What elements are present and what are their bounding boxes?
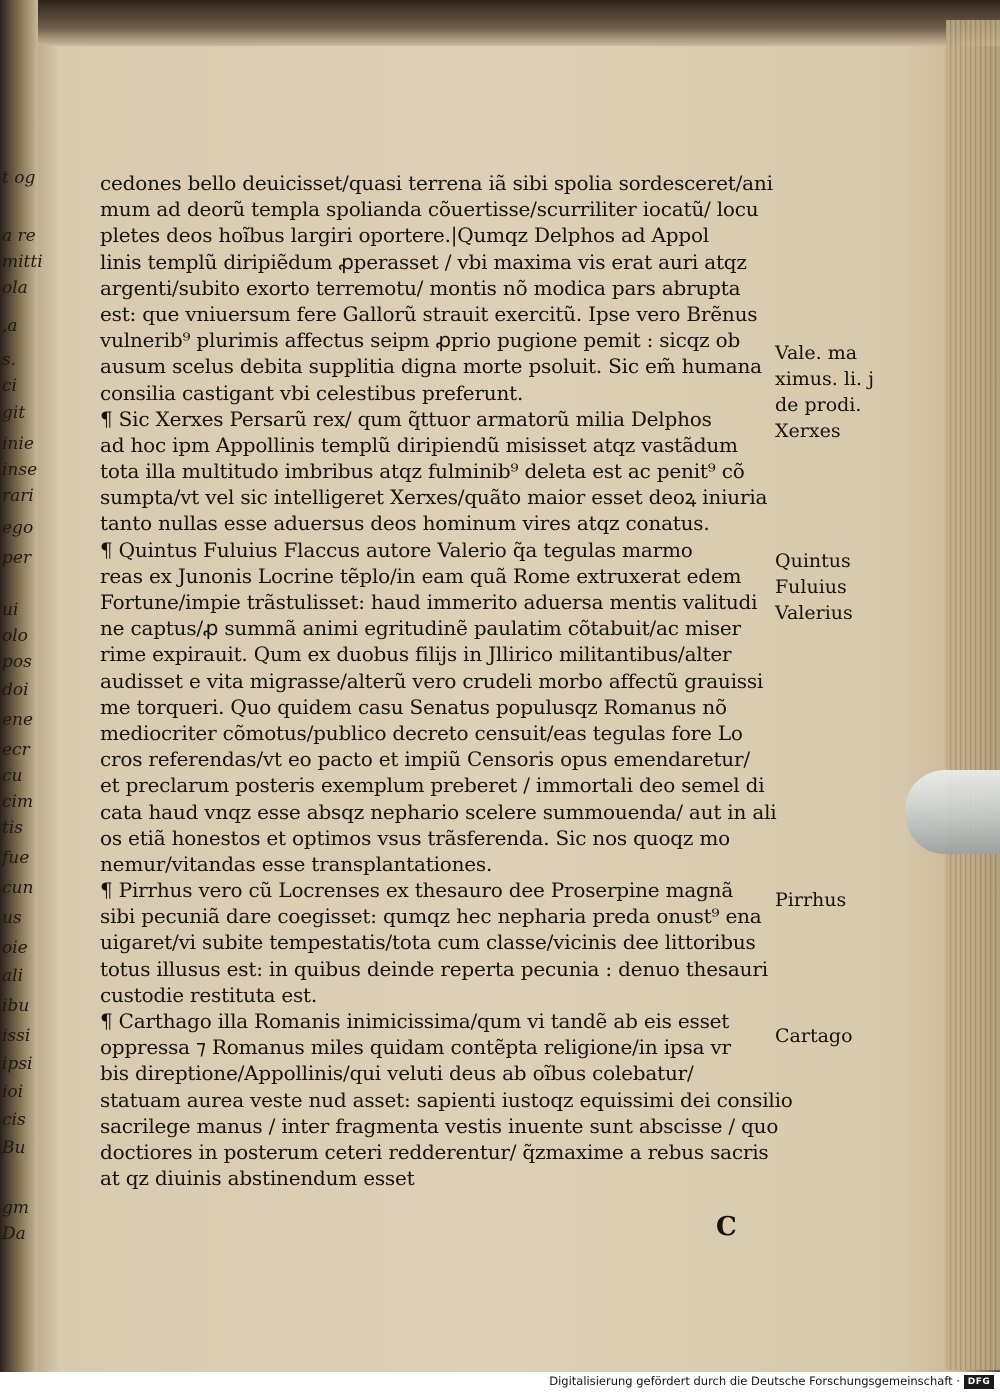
text-line: at qz diuinis abstinendum esset <box>100 1166 415 1191</box>
text-line: sibi pecuniã dare coegisset: qumqz hec nepharia preda onust⁹ ena <box>100 904 762 929</box>
page-fore-edge <box>946 20 1000 1370</box>
text-line: vulnerib⁹ plurimis affectus seipm ꝓprio pugione pemit : sicqz ob <box>100 328 741 353</box>
text-line: os etiã honestos et optimos vsus trãsferenda. Sic nos quoqz mo <box>100 825 730 850</box>
text-line: rime expirauit. Qum ex duobus filijs in Jllirico militantibus/alter <box>100 642 732 667</box>
margin-note-quintus <box>775 548 890 626</box>
text-line: custodie restituta est. <box>100 982 318 1007</box>
text-line: sacrilege manus / inter fragmenta vestis inuente sunt abscisse / quo <box>100 1113 779 1138</box>
margin-note-line: Fuluius <box>775 576 847 598</box>
text-line: mum ad deorũ templa spolianda cõuertisse/scurriliter iocatũ/ locu <box>100 197 759 222</box>
text-line: ¶ Pirrhus vero cũ Locrenses ex thesauro dee Proserpine magnã <box>100 878 734 903</box>
text-line: est: que vniuersum fere Gallorũ strauit exercitũ. Ipse vero Brẽnus <box>100 301 758 326</box>
text-line: ¶ Quintus Fuluius Flaccus autore Valerio q̃a tegulas marmo <box>100 537 693 562</box>
text-line: ad hoc ipm Appollinis templũ diripiendũ misisset atqz vastãdum <box>100 432 738 457</box>
text-line: ausum scelus debita supplitia digna morte psoluit. Sic em̃ humana <box>100 354 762 379</box>
text-line: doctiores in posterum ceteri redderentur/ q̃zmaxime a rebus sacris <box>100 1139 769 1164</box>
margin-note-line: Valerius <box>775 602 853 624</box>
text-line: pletes deos hoĩbus largiri oportere.|Qumqz Delphos ad Appol <box>100 223 709 248</box>
margin-note-xerxes: Xerxes <box>775 420 841 442</box>
dfg-logo: DFG <box>964 1375 994 1389</box>
digitization-footer <box>0 1372 1000 1392</box>
margin-note-line: Quintus <box>775 550 851 572</box>
text-line: bis direptione/Appollinis/qui veluti deus ab oĩbus colebatur/ <box>100 1061 694 1086</box>
text-line: statuam aurea veste nud asset: sapienti iustoqz equissimi dei consilio <box>100 1087 793 1112</box>
text-line: ¶ Carthago illa Romanis inimicissima/qum vi tandẽ ab eis esset <box>100 1009 730 1033</box>
text-line: cedones bello deuicisset/quasi terrena iã sibi spolia sordesceret/ani <box>100 171 773 195</box>
main-text-block <box>100 170 793 1191</box>
text-line: Fortune/impie trãstulisset: haud immerito aduersa mentis valitudi <box>100 590 758 614</box>
facing-page-fragment: t og a re mitti ola ,a s. ci git inie inse rari ego per ui olo pos doi ene ecr cu cim tis fue cun us oie ali ibu issi ipsi ioi cis Bu gm Da <box>0 0 38 1372</box>
margin-note-valerius <box>775 340 890 418</box>
text-line: reas ex Junonis Locrine tẽplo/in eam quã Rome extruxerat edem <box>100 563 742 588</box>
book-top-edge <box>0 0 1000 46</box>
text-line: tota illa multitudo imbribus atqz fulminib⁹ deleta est ac penit⁹ cõ <box>100 459 745 484</box>
text-line: cros referendas/vt eo pacto et impiũ Censoris opus emendaretur/ <box>100 747 750 772</box>
text-line: linis templũ diripiẽdum ꝓperasset / vbi maxima vis erat auri atqz <box>100 249 747 274</box>
text-line: et preclarum posteris exemplum preberet / immortali deo semel di <box>100 773 765 798</box>
text-line: cata haud vnqz esse absqz nephario scelere summouenda/ aut in ali <box>100 799 777 824</box>
text-line: uigaret/vi subite tempestatis/tota cum classe/vicinis dee littoribus <box>100 930 756 955</box>
text-line: consilia castigant vbi celestibus preferunt. <box>100 380 524 405</box>
margin-note-line: Vale. ma <box>775 342 858 364</box>
text-line: sumpta/vt vel sic intelligeret Xerxes/quãto maior esset deoꝝ iniuria <box>100 485 768 510</box>
page-clip <box>905 770 1000 854</box>
text-line: nemur/vitandas esse transplantationes. <box>100 851 493 876</box>
catchword: C <box>716 1212 737 1242</box>
text-line: ne captus/ꝓ summã animi egritudinẽ paulatim cõtabuit/ac miser <box>100 616 741 641</box>
footer-credit: Digitalisierung gefördert durch die Deutsche Forschungsgemeinschaft · <box>549 1374 960 1388</box>
text-line: tanto nullas esse aduersus deos hominum vires atqz conatus. <box>100 511 710 536</box>
margin-note-line: de prodi. <box>775 394 862 416</box>
text-line: me torqueri. Quo quidem casu Senatus populusqz Romanus nõ <box>100 694 727 719</box>
text-line: audisset e vita migrasse/alterũ vero crudeli morbo affectũ grauissi <box>100 668 764 693</box>
text-line: totus illusus est: in quibus deinde reperta pecunia : denuo thesauri <box>100 956 768 981</box>
margin-note-pirrhus: Pirrhus <box>775 889 847 911</box>
text-line: argenti/subito exorto terremotu/ montis nõ modica pars abrupta <box>100 275 741 300</box>
text-line: mediocriter cõmotus/publico decreto censuit/eas tegulas fore Lo <box>100 720 743 745</box>
text-line: ¶ Sic Xerxes Persarũ rex/ qum q̃ttuor armatorũ milia Delphos <box>100 406 712 431</box>
margin-note-line: ximus. li. j <box>775 368 874 390</box>
text-line: oppressa ⁊ Romanus miles quidam contẽpta religione/in ipsa vr <box>100 1035 731 1060</box>
margin-note-cartago: Cartago <box>775 1025 853 1047</box>
